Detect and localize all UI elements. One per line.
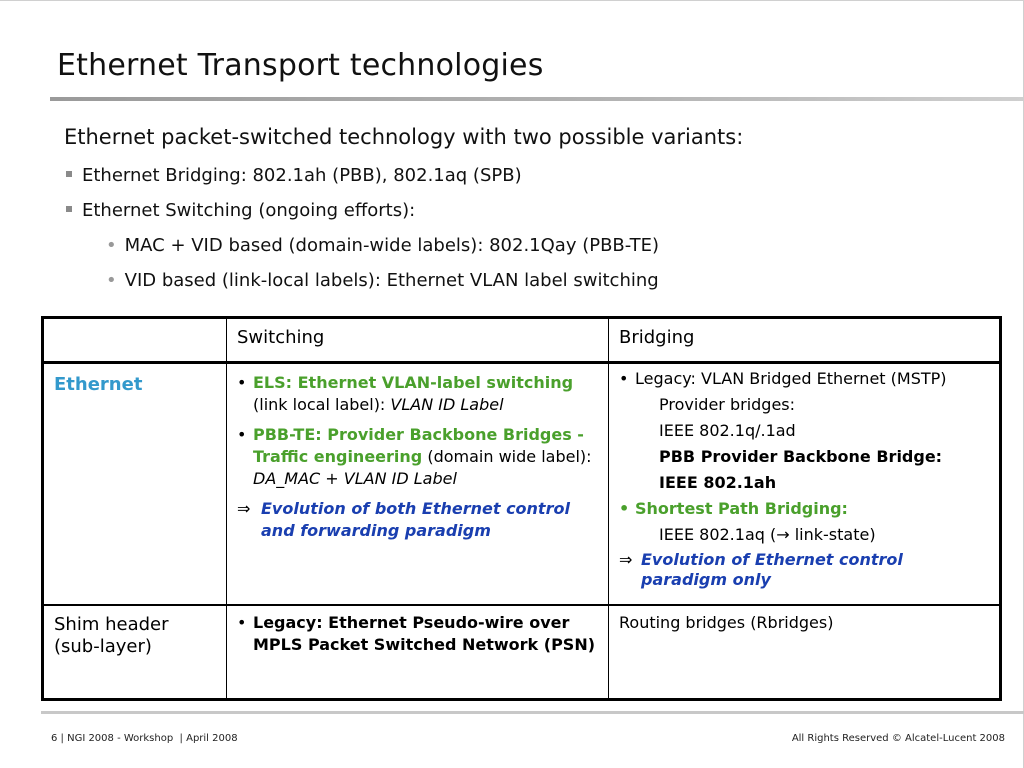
sub-bullet-text: MAC + VID based (domain-wide labels): 802.1Qay (PBB-TE) <box>124 235 660 256</box>
ieee-802-1q-text: IEEE 802.1q/.1ad <box>659 421 796 440</box>
list-item-pbbte <box>237 424 598 490</box>
pbb-text: PBB Provider Backbone Bridge: <box>659 447 943 466</box>
switching-cell <box>227 363 609 606</box>
switching-cell <box>227 605 609 700</box>
right-arrow-icon: → <box>776 525 790 544</box>
list-item-evolution <box>237 498 598 542</box>
sub-bullet-vid <box>106 270 659 291</box>
list-item-pseudowire <box>237 612 598 656</box>
row-label-ethernet: Ethernet <box>54 374 143 395</box>
dot-bullet-icon: • <box>619 369 629 388</box>
legacy-text: Legacy: VLAN Bridged Ethernet (MSTP) <box>635 369 947 388</box>
row-label-cell <box>43 363 227 606</box>
bullet-text: Ethernet Bridging: 802.1ah (PBB), 802.1aq (SPB) <box>82 165 522 186</box>
footer-left-text: 6 | NGI 2008 - Workshop | April 2008 <box>51 733 238 744</box>
dot-bullet-icon: • <box>619 499 630 518</box>
table-row-shim <box>43 605 1001 700</box>
frame-top-border <box>0 0 1024 1</box>
evolution-text: Evolution of both Ethernet control and forwarding paradigm <box>261 499 570 540</box>
dot-bullet-icon: • <box>237 425 247 444</box>
sub-bullet-mac-vid <box>106 235 659 256</box>
bridging-evolution-text: Evolution of Ethernet control paradigm only <box>641 550 903 589</box>
pbbte-text: PBB-TE: Provider Backbone Bridges - Traffic engineering (domain wide label): DA_MAC + VLAN ID Label <box>253 425 592 488</box>
bullet-switching <box>64 200 415 221</box>
slide-title: Ethernet Transport technologies <box>57 48 544 83</box>
footer-right-text: All Rights Reserved © Alcatel-Lucent 2008 <box>791 733 1005 744</box>
list-item-spb <box>619 498 989 520</box>
comparison-table <box>41 316 1002 701</box>
bullet-text: Ethernet Switching (ongoing efforts): <box>82 200 416 221</box>
intro-text: Ethernet packet-switched technology with two possible variants: <box>64 125 744 149</box>
table-row-ethernet <box>43 363 1001 606</box>
implies-arrow-icon: ⇒ <box>619 550 633 569</box>
els-text: ELS: Ethernet VLAN-label switching (link local label): VLAN ID Label <box>253 373 574 414</box>
square-bullet-icon <box>66 206 72 212</box>
sub-bullet-text: VID based (link-local labels): Ethernet VLAN label switching <box>124 270 659 291</box>
list-item-bridging-evolution <box>619 550 989 590</box>
footer-divider <box>41 711 1024 714</box>
dot-bullet-icon: • <box>237 373 247 392</box>
row-label-shim: Shim header (sub-layer) <box>54 614 169 657</box>
spb-text: Shortest Path Bridging: <box>635 499 848 518</box>
list-item-legacy <box>619 368 989 390</box>
square-bullet-icon <box>66 171 72 177</box>
table-header-row <box>43 318 1001 363</box>
pseudowire-text: Legacy: Ethernet Pseudo-wire over MPLS Packet Switched Network (PSN) <box>253 613 596 654</box>
ieee-802-1ah-text: IEEE 802.1ah <box>659 473 777 492</box>
dot-bullet-icon: • <box>106 270 117 291</box>
dot-bullet-icon: • <box>106 235 117 256</box>
title-divider <box>50 97 1024 101</box>
implies-arrow-icon: ⇒ <box>237 499 251 518</box>
bullet-bridging <box>64 165 522 186</box>
header-cell-empty <box>43 318 227 363</box>
header-cell-switching: Switching <box>227 318 609 363</box>
list-item-els <box>237 372 598 416</box>
dot-bullet-icon: • <box>237 613 247 632</box>
bridging-cell <box>609 363 1001 606</box>
ieee-802-1aq-text: IEEE 802.1aq (→ link-state) <box>659 525 876 544</box>
bridging-cell: Routing bridges (Rbridges) <box>609 605 1001 700</box>
header-cell-bridging: Bridging <box>609 318 1001 363</box>
provider-bridges-text: Provider bridges: <box>659 395 796 414</box>
row-label-cell <box>43 605 227 700</box>
